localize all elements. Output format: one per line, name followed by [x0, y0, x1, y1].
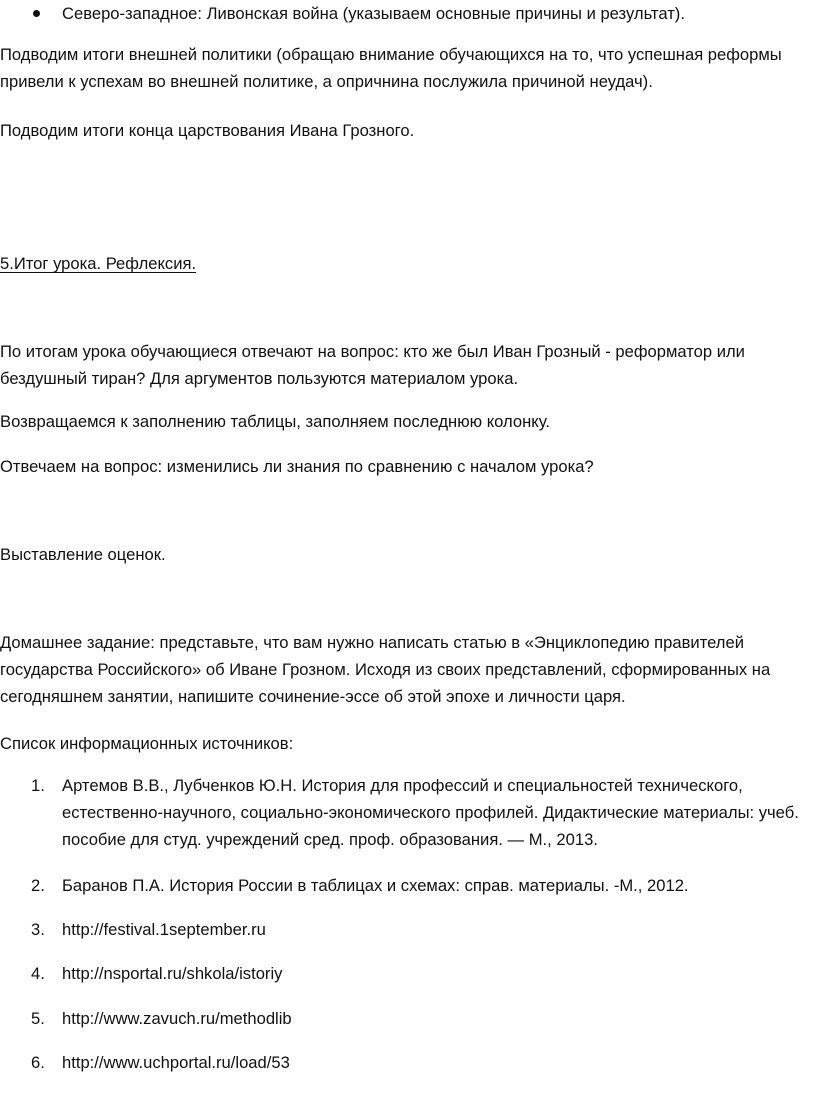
paragraph-knowledge: Отвечаем на вопрос: изменились ли знания по сравнению с началом урока?: [0, 457, 594, 476]
source-link[interactable]: http://nsportal.ru/shkola/istoriy: [62, 964, 283, 983]
paragraph-table: Возвращаемся к заполнению таблицы, заполняем последнюю колонку.: [0, 412, 550, 431]
paragraph-homework: Домашнее задание: представьте, что вам нужно написать статью в «Энциклопедию правителей государства Российского» об Иване Грозном. Исходя из своих представлений, сформированных на сегодняшнем занятии, напишите сочинение-эссе об этой эпохе и личности царя.: [0, 633, 771, 706]
paragraph-foreign-policy: Подводим итоги внешней политики (обращаю внимание обучающихся на то, что успешная реформы привели к успехам во внешней политике, а опричнина послужила причиной неудач).: [0, 45, 782, 91]
source-link[interactable]: http://www.uchportal.ru/load/53: [62, 1053, 290, 1072]
source-number: 2.: [31, 876, 45, 895]
source-number: 5.: [31, 1009, 45, 1028]
source-number: 1.: [31, 776, 45, 795]
bullet-dot-icon: [33, 10, 40, 17]
source-number: 3.: [31, 920, 45, 939]
source-number: 4.: [31, 964, 45, 983]
source-number: 6.: [31, 1053, 45, 1072]
paragraph-end-of-reign: Подводим итоги конца царствования Ивана Грозного.: [0, 121, 415, 140]
paragraph-question: По итогам урока обучающиеся отвечают на вопрос: кто же был Иван Грозный - реформатор или бездушный тиран? Для аргументов пользуются материалом урока.: [0, 342, 745, 388]
source-text: Баранов П.А. История России в таблицах и схемах: справ. материалы. -М., 2012.: [62, 876, 689, 895]
source-link[interactable]: http://www.zavuch.ru/methodlib: [62, 1009, 292, 1028]
bullet-item: [0, 0, 800, 27]
paragraph-grades: Выставление оценок.: [0, 545, 166, 564]
bullet-text: Северо-западное: Ливонская война (указываем основные причины и результат).: [62, 4, 685, 23]
source-link[interactable]: http://festival.1september.ru: [62, 920, 266, 939]
source-text: Артемов В.В., Лубченков Ю.Н. История для профессий и специальностей технического, естественно-научного, социально-экономического профилей. Дидактические материалы: учеб. пособие для студ. учреждений сред. проф. образования. — М., 2013.: [62, 776, 799, 849]
section-heading: 5.Итог урока. Рефлексия.: [0, 254, 197, 273]
sources-heading: Список информационных источников:: [0, 734, 294, 753]
